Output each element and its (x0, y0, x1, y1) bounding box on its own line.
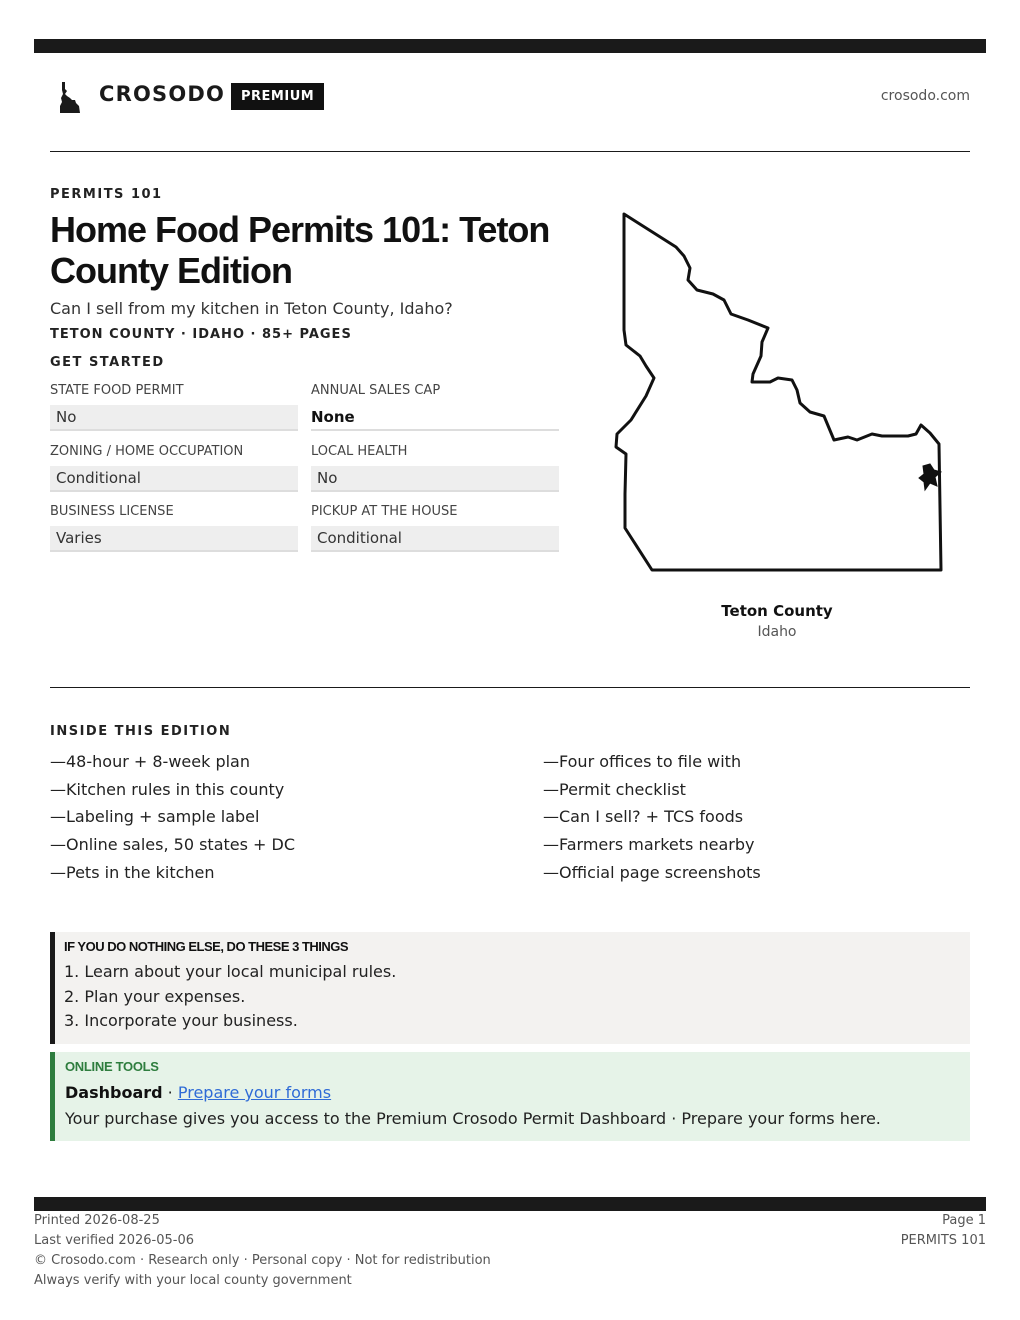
idaho-map (605, 205, 950, 580)
prepare-forms-link[interactable]: Prepare your forms (177, 1083, 332, 1102)
field-value: No (50, 405, 298, 431)
todo-heading: IF YOU DO NOTHING ELSE, DO THESE 3 THINGS (64, 939, 349, 954)
list-item: —Official page screenshots (543, 862, 761, 882)
printed-date: Printed 2026-08-25 (34, 1213, 160, 1228)
field-annual-sales-cap (311, 383, 559, 431)
todo-callout (50, 932, 970, 1044)
field-label: PICKUP AT THE HOUSE (311, 504, 458, 519)
field-label: ZONING / HOME OCCUPATION (50, 444, 244, 459)
eyebrow-label: PERMITS 101 (50, 187, 163, 202)
list-item: —48-hour + 8-week plan (50, 752, 250, 771)
map-county-label: Teton County (721, 602, 833, 620)
verified-date: Last verified 2026-05-06 (34, 1233, 194, 1248)
idaho-outline (616, 214, 941, 570)
field-label: BUSINESS LICENSE (50, 504, 174, 519)
field-business-license (50, 504, 298, 552)
page-number: Page 1 (942, 1213, 986, 1228)
field-zoning (50, 444, 298, 492)
footer-bar (34, 1197, 986, 1211)
teton-county-marker (919, 464, 941, 490)
inside-list-right (543, 752, 761, 890)
field-label: STATE FOOD PERMIT (50, 383, 184, 398)
todo-item: 1. Learn about your local municipal rules. (64, 962, 397, 981)
online-tools-callout (50, 1052, 970, 1141)
field-value: Varies (50, 526, 298, 552)
tools-description: Your purchase gives you access to the Premium Crosodo Permit Dashboard · Prepare your forms here. (65, 1109, 881, 1128)
tools-heading: ONLINE TOOLS (65, 1059, 159, 1074)
footer-left (34, 1211, 491, 1291)
field-value: Conditional (50, 466, 298, 492)
page-subtitle: Can I sell from my kitchen in Teton County, Idaho? (50, 299, 453, 318)
top-bar (34, 39, 986, 53)
todo-item: 3. Incorporate your business. (64, 1011, 298, 1030)
list-item: —Permit checklist (543, 779, 686, 799)
site-url[interactable]: crosodo.com (880, 88, 970, 104)
field-pickup-at-house (311, 504, 559, 552)
header-divider (50, 151, 970, 152)
inside-heading: INSIDE THIS EDITION (50, 724, 232, 739)
field-local-health (311, 444, 559, 492)
meta-line: TETON COUNTY · IDAHO · 85+ PAGES (50, 327, 352, 342)
list-item: —Can I sell? + TCS foods (543, 807, 744, 827)
verify-note: Always verify with your local county government (34, 1273, 352, 1288)
premium-badge: PREMIUM (231, 83, 324, 110)
todo-item: 2. Plan your expenses. (64, 986, 246, 1006)
list-item: —Labeling + sample label (50, 807, 260, 827)
brand-name: CROSODO (99, 82, 226, 106)
list-item: —Online sales, 50 states + DC (50, 835, 296, 855)
footer-right (901, 1211, 986, 1251)
list-item: —Four offices to file with (543, 752, 742, 771)
idaho-logo-icon (58, 80, 82, 114)
footer-section: PERMITS 101 (900, 1233, 986, 1248)
separator: · (162, 1083, 178, 1102)
map-state-label: Idaho (757, 624, 797, 640)
field-label: LOCAL HEALTH (311, 444, 408, 459)
get-started-heading: GET STARTED (50, 355, 165, 370)
field-value: Conditional (311, 526, 559, 552)
inside-list-left (50, 752, 295, 890)
section-divider (50, 687, 970, 688)
field-value: No (311, 466, 559, 492)
field-value: None (311, 405, 559, 431)
page-title: Home Food Permits 101: Teton County Edition (50, 209, 550, 291)
list-item: —Kitchen rules in this county (50, 779, 285, 799)
field-label: ANNUAL SALES CAP (311, 383, 441, 398)
field-state-food-permit (50, 383, 298, 431)
dashboard-label: Dashboard (65, 1083, 163, 1102)
list-item: —Pets in the kitchen (50, 862, 215, 882)
copyright: © Crosodo.com · Research only · Personal copy · Not for redistribution (34, 1253, 491, 1268)
tools-dashboard-line (65, 1080, 970, 1106)
header (50, 78, 970, 118)
list-item: —Farmers markets nearby (543, 835, 755, 855)
